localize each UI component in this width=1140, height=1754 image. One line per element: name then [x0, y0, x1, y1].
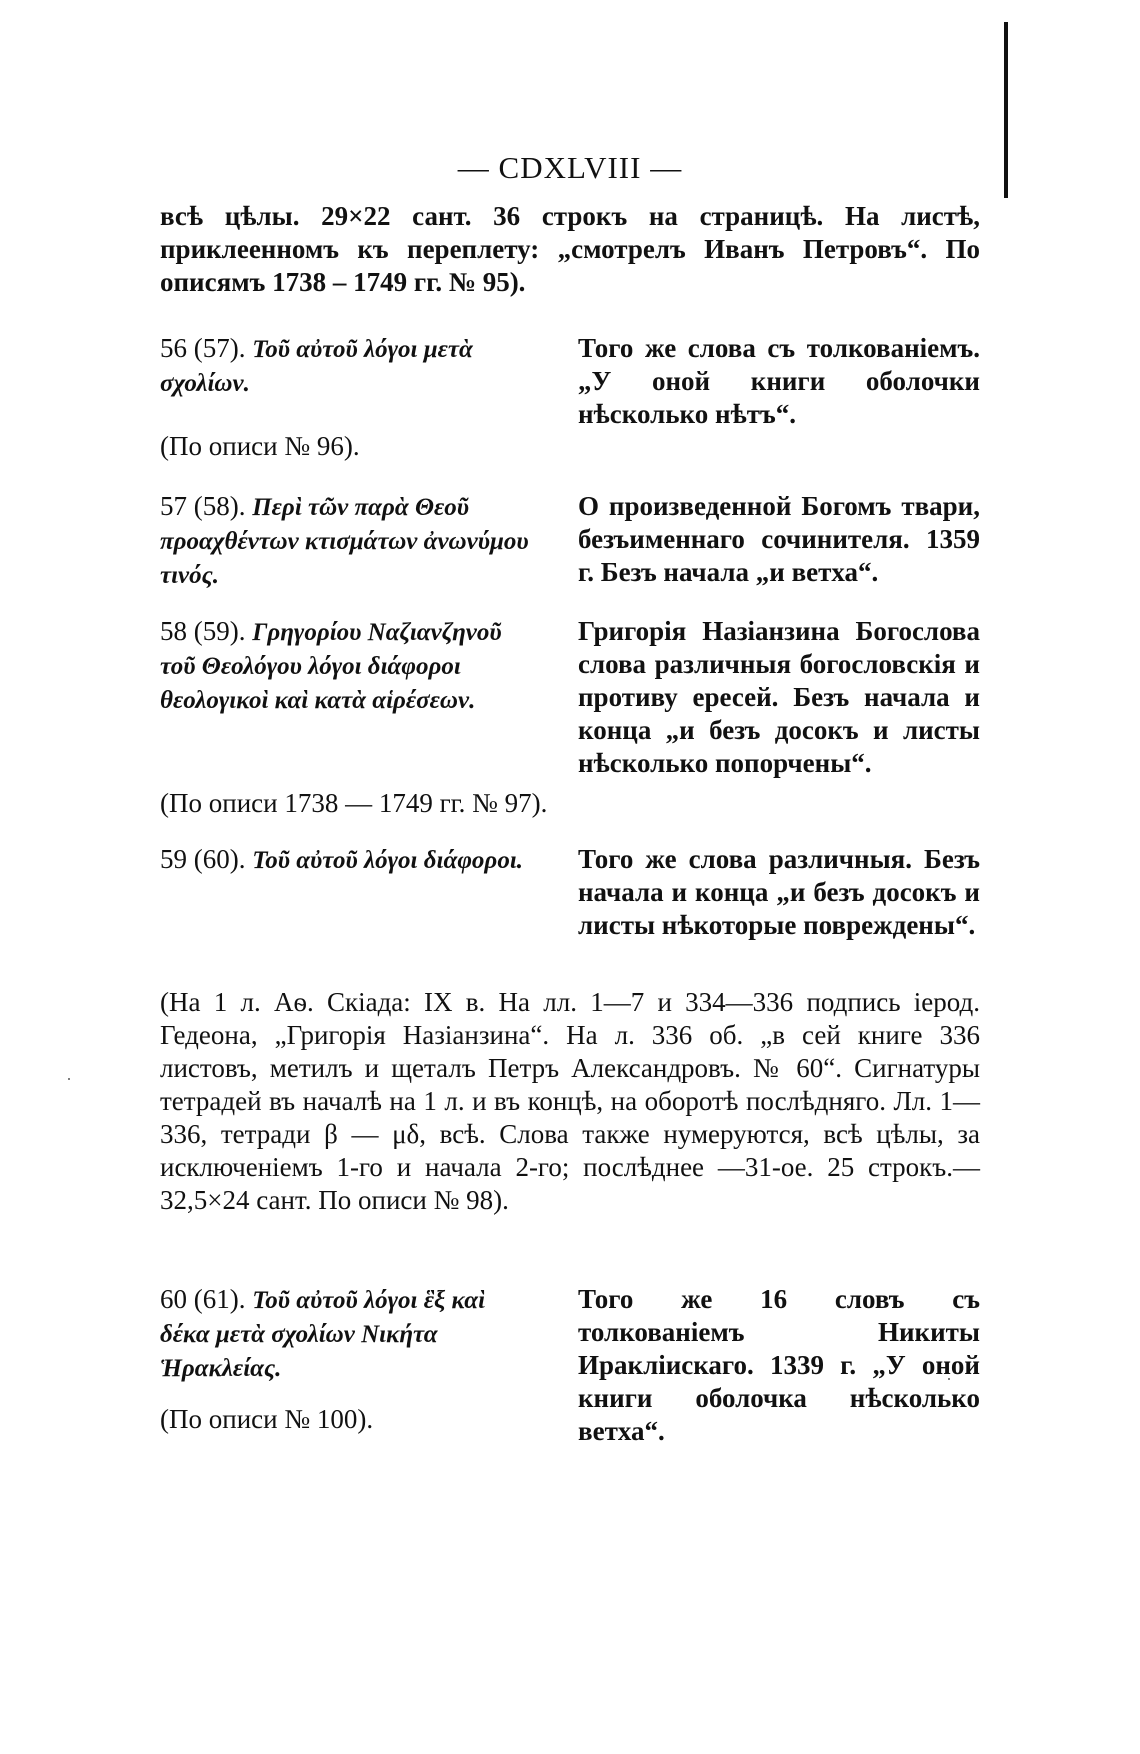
greek-title: Τοῦ αὐτοῦ λόγοι μετὰ σχολίων.: [160, 336, 473, 397]
russian-description: Того же слова различныя. Безъ начала и конца „и безъ досокъ и листы нѣкоторые повреждены“.: [578, 844, 980, 940]
entry-number: 56 (57).: [160, 333, 246, 363]
russian-description: О произведенной Богомъ твари, безъименнаго сочинителя. 1359 г. Безъ начала „и ветха“.: [578, 491, 980, 587]
scan-speck: [68, 1078, 70, 1080]
entry-left-column: [160, 1283, 540, 1385]
greek-title: Τοῦ αὐτοῦ λόγοι ἓξ καὶ δέκα μετὰ σχολίων Νικήτα Ἡρακλείας.: [160, 1287, 486, 1382]
intro-text: всѣ цѣлы. 29×22 сант. 36 строкъ на страницѣ. На листѣ, приклеенномъ къ переплету: „смотрелъ Иванъ Петровъ“. По описямъ 1738 – 1749 гг. № 95).: [160, 201, 980, 297]
entry-number: 57 (58).: [160, 491, 246, 521]
note-59-text: (На 1 л. Аѳ. Скіада: IX в. На лл. 1—7 и 334—336 подпись іерод. Гедеона, „Григорія Назіанзина“. На л. 336 об. „в сей книге 336 листовъ, метилъ и щеталъ Петръ Александровъ. № 60“. Сигнатуры тетрадей въ началѣ на 1 л. и въ концѣ, на оборотѣ послѣдняго. Лл. 1—336, тетради β — μδ, всѣ. Слова также нумеруются, всѣ цѣлы, за исключеніемъ 1-го и начала 2-го; послѣднее —31-ое. 25 строкъ.— 32,5×24 сант. По описи № 98).: [160, 987, 980, 1215]
entry-number: 58 (59).: [160, 616, 246, 646]
greek-title: Γρηγορίου Ναζιανζηνοῦ τοῦ Θεολόγου λόγοι διάφοροι θεολογικοὶ καὶ κατὰ αἱρέσεων.: [160, 619, 502, 714]
entry-left-column: [160, 843, 540, 877]
entry-number: 59 (60).: [160, 844, 246, 874]
entry-left-column: [160, 332, 540, 400]
entry-number: 60 (61).: [160, 1284, 246, 1314]
entry-left-column: [160, 615, 540, 717]
inventory-note: (По описи № 96).: [160, 431, 360, 461]
inventory-note: (По описи 1738 — 1749 гг. № 97).: [160, 788, 548, 818]
entry-left-column: [160, 490, 540, 592]
russian-description: Григорія Назіанзина Богослова слова различныя богословскія и противу ересей. Безъ начала и конца „и безъ досокъ и листы нѣсколько попорчены“.: [578, 616, 980, 778]
page-number-header: — CDXLVIII —: [457, 150, 683, 185]
inventory-note: (По описи № 100).: [160, 1404, 374, 1434]
russian-description: Того же 16 словъ съ толкованіемъ Никиты Иракліискаго. 1339 г. „У оной книги оболочка нѣсколько ветха“.: [578, 1284, 980, 1446]
russian-description: Того же слова съ толкованіемъ. „У оной книги оболочки нѣсколько нѣтъ“.: [578, 333, 980, 429]
greek-title: Περὶ τῶν παρὰ Θεοῦ προαχθέντων κτισμάτων ἀνωνύμου τινός.: [160, 494, 529, 589]
greek-title: Τοῦ αὐτοῦ λόγοι διάφοροι.: [252, 847, 524, 874]
note-59-paragraph: [160, 986, 980, 1217]
intro-paragraph: [160, 200, 980, 299]
